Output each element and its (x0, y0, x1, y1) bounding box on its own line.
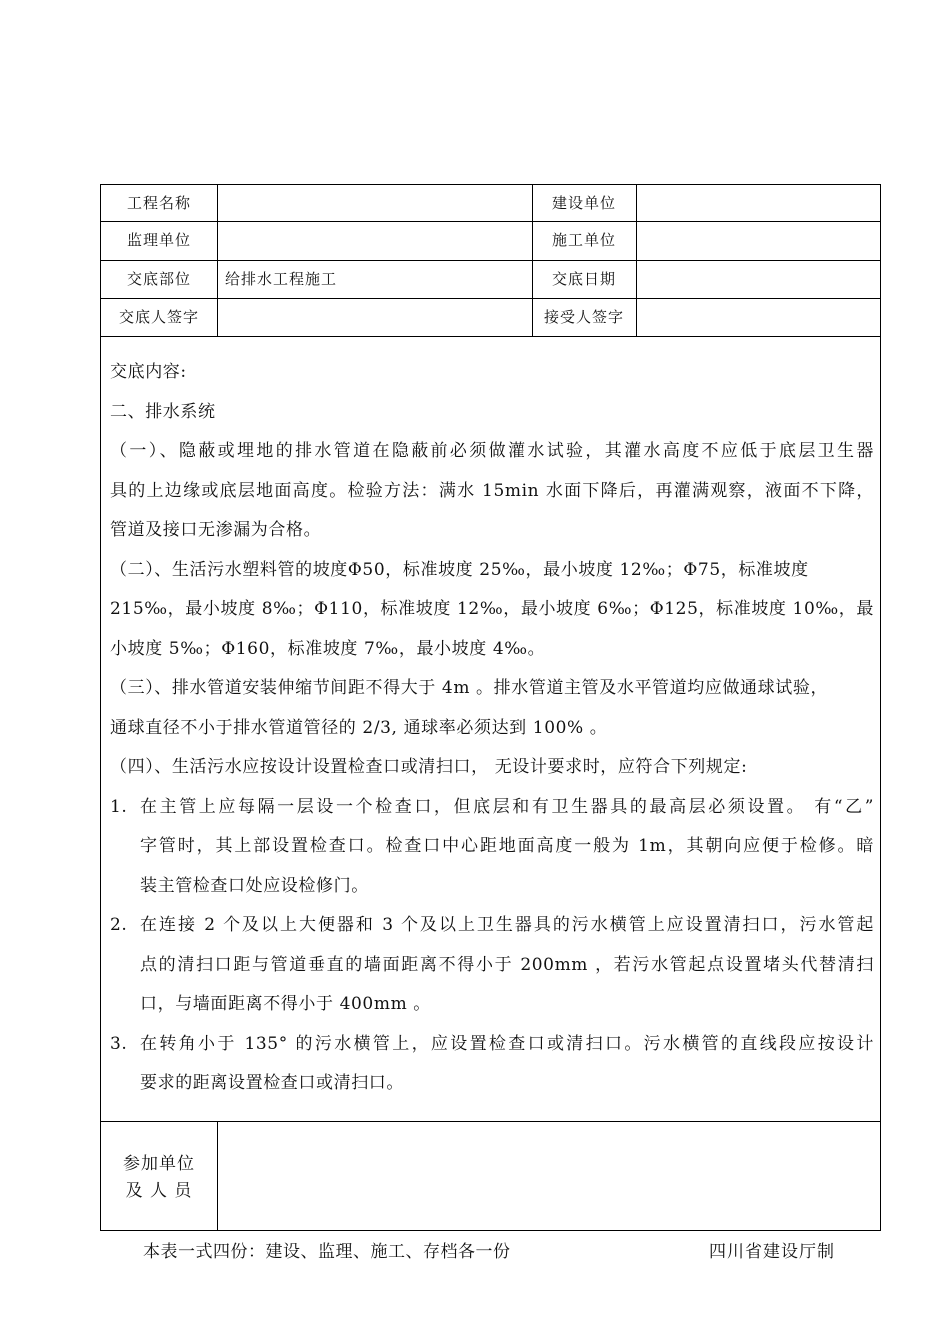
paragraph-2-line: 215‰，最小坡度 8‰；Φ110，标准坡度 12‰，最小坡度 6‰；Φ125，标准坡度 10‰，最 (110, 599, 874, 619)
list-item-line: 在转角小于 135° 的污水横管上，应设置检查口或清扫口。污水横管的直线段应按设计 (140, 1033, 874, 1054)
row-divider (101, 336, 880, 337)
list-item-line: 要求的距离设置检查口或清扫口。 (140, 1073, 404, 1093)
list-item (110, 1025, 874, 1104)
project-name-value[interactable] (225, 185, 525, 222)
participants-label-line1: 参加单位 (123, 1154, 195, 1174)
technical-disclosure-form (100, 184, 881, 1231)
column-divider (217, 185, 218, 336)
list-item-line: 点的清扫口距与管道垂直的墙面距离不得小于 200mm ，若污水管起点设置堵头代替清扫 (140, 954, 874, 975)
construction-unit-label: 建设单位 (551, 194, 616, 212)
list-item-number: 3. (110, 1033, 128, 1054)
receiver-signature-value[interactable] (644, 299, 874, 336)
disclosure-date-value[interactable] (644, 261, 874, 298)
receiver-signature-label: 接受人签字 (543, 308, 624, 326)
list-item-line: 装主管检查口处应设检修门。 (140, 875, 369, 896)
participants-label (101, 1123, 217, 1233)
column-divider (217, 1121, 218, 1231)
discloser-signature-label: 交底人签字 (118, 308, 199, 326)
discloser-signature-value[interactable] (225, 299, 525, 336)
supervision-unit-label: 监理单位 (126, 231, 191, 249)
disclosure-date-label: 交底日期 (551, 270, 616, 288)
participants-label-line2: 及 人 员 (125, 1181, 193, 1201)
list-item (110, 788, 874, 907)
list-item-line: 在连接 2 个及以上大便器和 3 个及以上卫生器具的污水横管上应设置清扫口，污水管起 (140, 915, 874, 935)
paragraph-1-line: 管道及接口无渗漏为合格。 (110, 520, 322, 540)
paragraph-1-line: （一）、隐蔽或埋地的排水管道在隐蔽前必须做灌水试验，其灌水高度不应低于底层卫生器 (110, 441, 874, 461)
contractor-unit-label: 施工单位 (551, 231, 616, 249)
supervision-unit-value[interactable] (225, 222, 525, 259)
paragraph-4: （四）、生活污水应按设计设置检查口或清扫口， 无设计要求时，应符合下列规定: (110, 757, 748, 777)
construction-unit-value[interactable] (644, 185, 874, 222)
paragraph-2-line: 小坡度 5‰；Φ160，标准坡度 7‰，最小坡度 4‰。 (110, 638, 546, 659)
list-item-line: 字管时，其上部设置检查口。检查口中心距地面高度一般为 1m，其朝向应便于检修。暗 (140, 836, 874, 856)
list-item-number: 2. (110, 915, 128, 935)
list-item-number: 1. (110, 796, 128, 817)
paragraph-3-line: 通球直径不小于排水管道管径的 2/3, 通球率必须达到 100% 。 (110, 717, 608, 738)
paragraph-3-line: （三）、排水管道安装伸缩节间距不得大于 4m 。排水管道主管及水平管道均应做通球试验， (110, 678, 829, 698)
participants-value[interactable] (225, 1130, 865, 1167)
project-name-label: 工程名称 (126, 194, 191, 212)
list-item-line: 口，与墙面距离不得小于 400mm 。 (140, 994, 431, 1014)
issuer-note: 四川省建设厅制 (709, 1242, 835, 1262)
column-divider (636, 185, 637, 336)
disclosure-content (110, 353, 874, 1104)
paragraph-1-line: 具的上边缘或底层地面高度。检验方法：满水 15min 水面下降后，再灌满观察，液面不下降， (110, 480, 874, 501)
section-title: 二、排水系统 (110, 401, 216, 422)
contractor-unit-value[interactable] (644, 222, 874, 259)
disclosure-location-label: 交底部位 (126, 270, 191, 288)
list-item-line: 在主管上应每隔一层设一个检查口，但底层和有卫生器具的最高层必须设置。 有“乙” (140, 796, 874, 817)
list-item (110, 906, 874, 1025)
disclosure-location-value[interactable]: 给排水工程施工 (225, 270, 338, 288)
content-heading: 交底内容: (110, 362, 187, 382)
copies-note: 本表一式四份：建设、监理、施工、存档各一份 (143, 1242, 511, 1262)
paragraph-2-line: （二）、生活污水塑料管的坡度Φ50，标准坡度 25‰，最小坡度 12‰；Φ75，标准坡度 (110, 559, 809, 580)
